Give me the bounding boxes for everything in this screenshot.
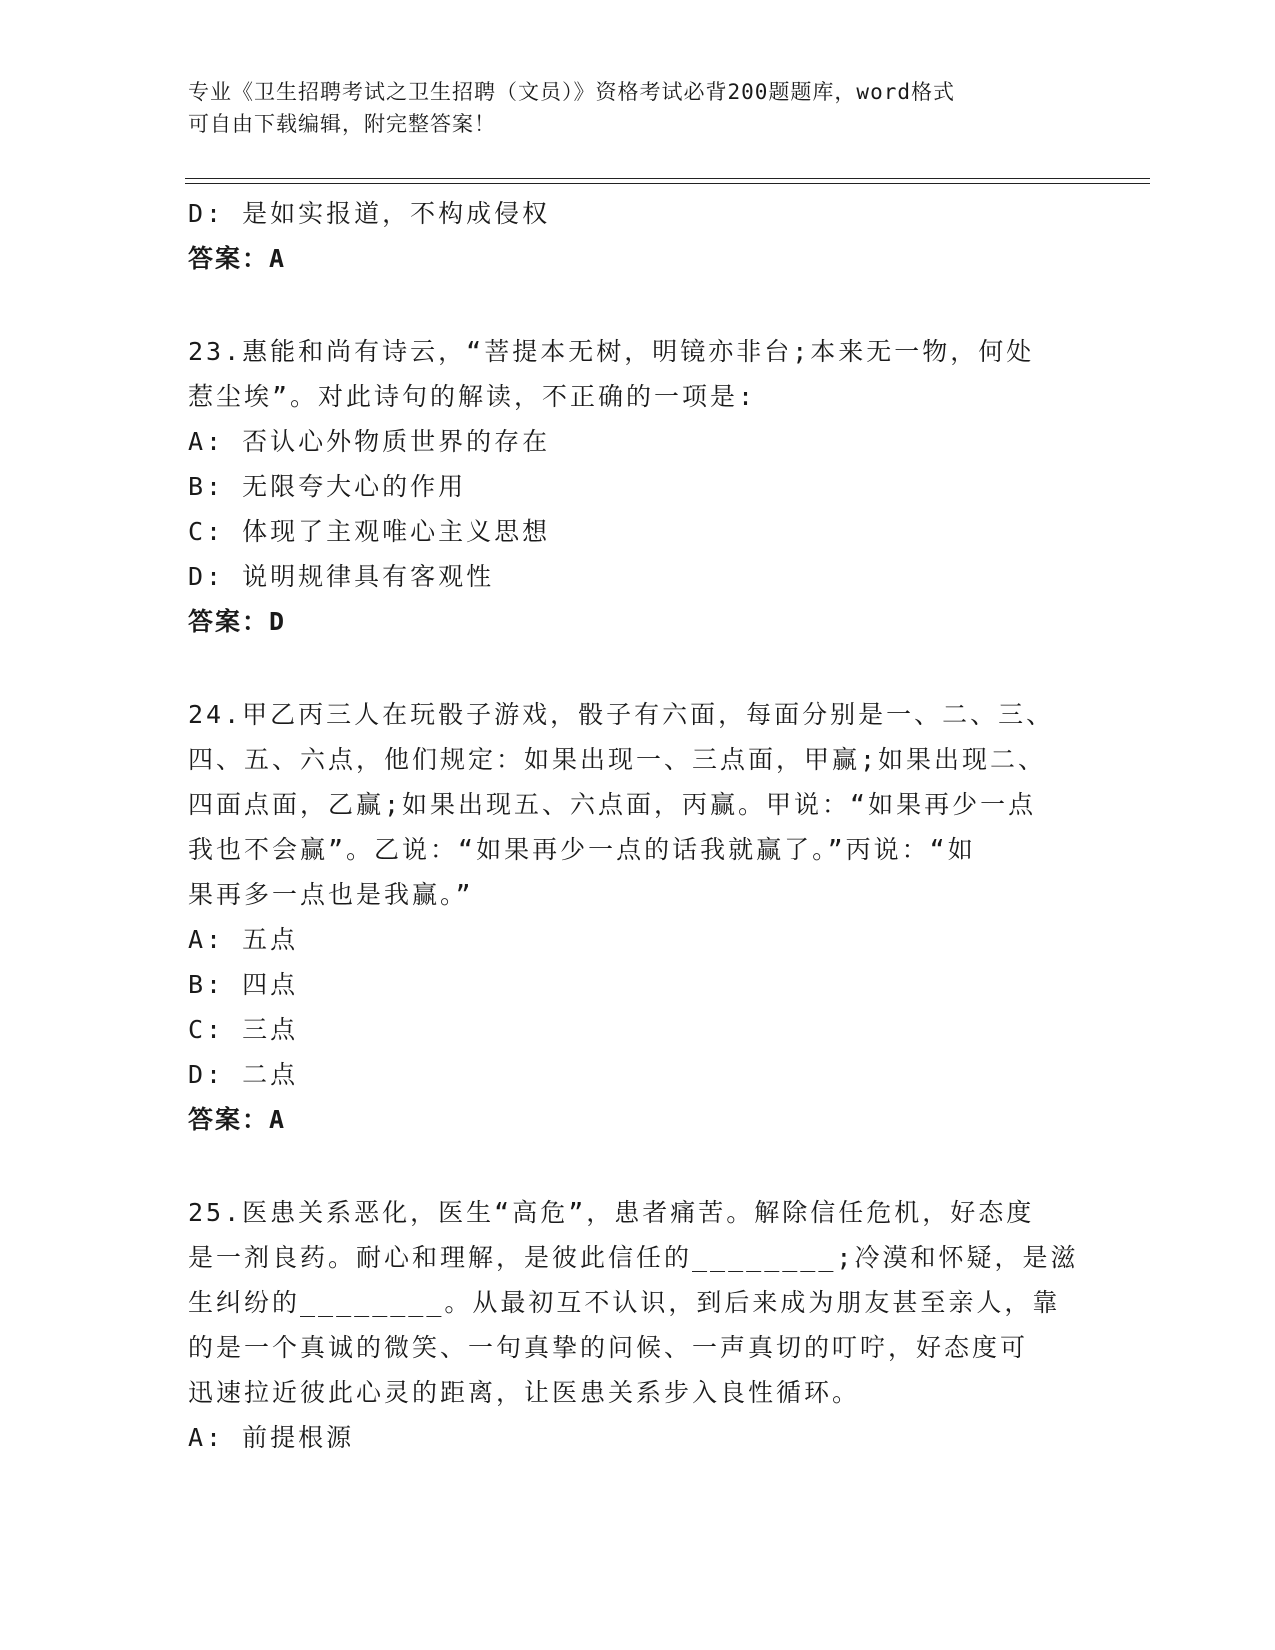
question-text-line: 迅速拉近彼此心灵的距离，让医患关系步入良性循环。 [188, 1378, 861, 1407]
option-c: C: 体现了主观唯心主义思想 [188, 517, 551, 546]
question-text-line: 24.甲乙丙三人在玩骰子游戏，骰子有六面，每面分别是一、二、三、 [188, 700, 1055, 729]
document-header [188, 76, 1088, 140]
question-text-line: 四面点面，乙赢;如果出现五、六点面，丙赢。甲说：“如果再少一点 [188, 790, 1037, 819]
question-text-line: 果再多一点也是我赢。” [188, 880, 474, 909]
header-divider-bottom [185, 183, 1150, 184]
option-a: A: 前提根源 [188, 1423, 355, 1452]
answer-line: 答案：A [188, 1105, 287, 1134]
previous-question-tail [188, 191, 1078, 281]
question-text-line: 25.医患关系恶化，医生“高危”，患者痛苦。解除信任危机，好态度 [188, 1198, 1035, 1227]
option-a: A: 否认心外物质世界的存在 [188, 427, 551, 456]
option-d: D: 是如实报道，不构成侵权 [188, 199, 551, 228]
question-text-line: 我也不会赢”。乙说：“如果再少一点的话我就赢了。”丙说：“如 [188, 835, 976, 864]
question-text-line: 是一剂良药。耐心和理解，是彼此信任的________;冷漠和怀疑，是滋 [188, 1243, 1079, 1272]
question-text-line: 惹尘埃”。对此诗句的解读，不正确的一项是: [188, 382, 757, 411]
spacer [188, 281, 1078, 329]
answer-line: 答案：D [188, 607, 287, 636]
header-line-2: 可自由下载编辑，附完整答案！ [188, 112, 496, 136]
document-body [188, 191, 1078, 1460]
answer-line: 答案：A [188, 244, 287, 273]
option-b: B: 四点 [188, 970, 299, 999]
spacer [188, 1142, 1078, 1190]
header-divider-top [185, 178, 1150, 179]
question-text-line: 的是一个真诚的微笑、一句真挚的问候、一声真切的叮咛，好态度可 [188, 1333, 1029, 1362]
option-d: D: 二点 [188, 1060, 299, 1089]
option-c: C: 三点 [188, 1015, 299, 1044]
question-24 [188, 692, 1078, 1142]
spacer [188, 644, 1078, 692]
header-line-1: 专业《卫生招聘考试之卫生招聘（文员）》资格考试必背200题题库，word格式 [188, 80, 955, 104]
option-a: A: 五点 [188, 925, 299, 954]
question-text-line: 23.惠能和尚有诗云，“菩提本无树，明镜亦非台;本来无一物，何处 [188, 337, 1035, 366]
option-d: D: 说明规律具有客观性 [188, 562, 495, 591]
question-text-line: 生纠纷的________。从最初互不认识，到后来成为朋友甚至亲人，靠 [188, 1288, 1061, 1317]
question-25 [188, 1190, 1078, 1460]
option-b: B: 无限夸大心的作用 [188, 472, 467, 501]
question-23 [188, 329, 1078, 644]
question-text-line: 四、五、六点，他们规定：如果出现一、三点面，甲赢;如果出现二、 [188, 745, 1047, 774]
